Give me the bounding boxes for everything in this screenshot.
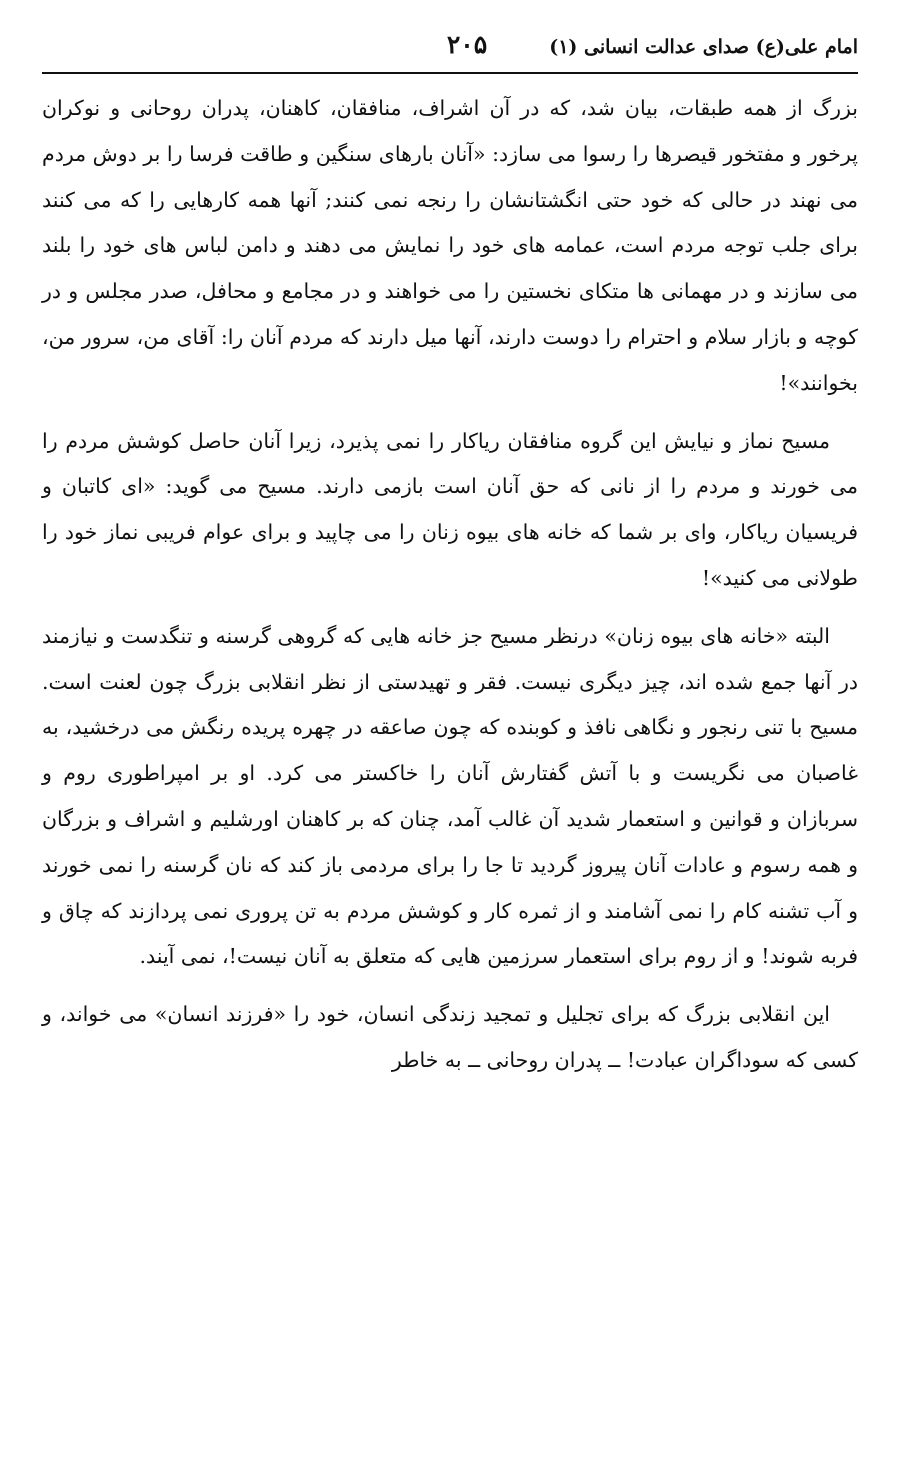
page-number: ۲۰۵ (446, 30, 488, 59)
running-title: امام علی(ع) صدای عدالت انسانی (۱) (549, 36, 858, 58)
paragraph: بزرگ از همه طبقات، بیان شد، که در آن اشراف، منافقان، کاهنان، پدران روحانی و نوکران پرخور و مفتخور قیصرها را رسوا می سازد: «آنان بارهای سنگین و طاقت فرسا را بر دوش مردم می نهند در حالی که خود حتی انگشتانشان را رنجه نمی کنند; آنها همه کارهایی را که می کنند برای جلب توجه مردم است، عمامه های خود را نمایش می دهند و دامن لباس های خود را بلند می سازند و در مهمانی ها متکای نخستین را می خواهند و در مجامع و محافل، صدر مجلس و در کوچه و بازار سلام و احترام را دوست دارند، آنها میل دارند که مردم آنان را: آقای من، سرور من، بخوانند»! (42, 96, 858, 395)
page-header (42, 30, 858, 70)
paragraph: این انقلابی بزرگ که برای تجلیل و تمجید زندگی انسان، خود را «فرزند انسان» می خواند، و کسی که سوداگران عبادت! ــ پدران روحانی ــ به خاطر (42, 1002, 858, 1072)
header-rule (42, 72, 858, 74)
paragraph: البته «خانه های بیوه زنان» درنظر مسیح جز خانه هایی که گروهی گرسنه و تنگدست و نیازمند در آنها جمع شده اند، چیز دیگری نیست. فقر و تهیدستی از نظر انقلابی بزرگ چون لعنت است. مسیح با تنی رنجور و نگاهی نافذ و کوبنده که چون صاعقه در چهره پریده رنگش می درخشید، به غاصبان می نگریست و با آتش گفتارش آنان را خاکستر می کرد. او بر امپراطوری روم و سربازان و قوانین و استعمار شدید آن غالب آمد، چنان که بر کاهنان اورشلیم و اشراف و بزرگان و همه رسوم و عادات آنان پیروز گردید تا جا را برای مردمی باز کند که نان گرسنه را نمی خورند و آب تشنه کام را نمی آشامند و از ثمره کار و کوشش مردم به تن پروری نمی پردازند که چاق و فربه شوند! و از روم برای استعمار سرزمین هایی که متعلق به آنان نیست!، نمی آیند. (42, 623, 858, 969)
body-text (42, 86, 858, 1084)
paragraph: مسیح نماز و نیایش این گروه منافقان ریاکار را نمی پذیرد، زیرا آنان حاصل کوشش مردم را می خورند و مردم را از نانی که حق آنان است بازمی دارند. مسیح می گوید: «ای کاتبان و فریسیان ریاکار، وای بر شما که خانه های بیوه زنان را می چاپید و برای عوام فریبی نماز خود را طولانی می کنید»! (42, 428, 858, 590)
